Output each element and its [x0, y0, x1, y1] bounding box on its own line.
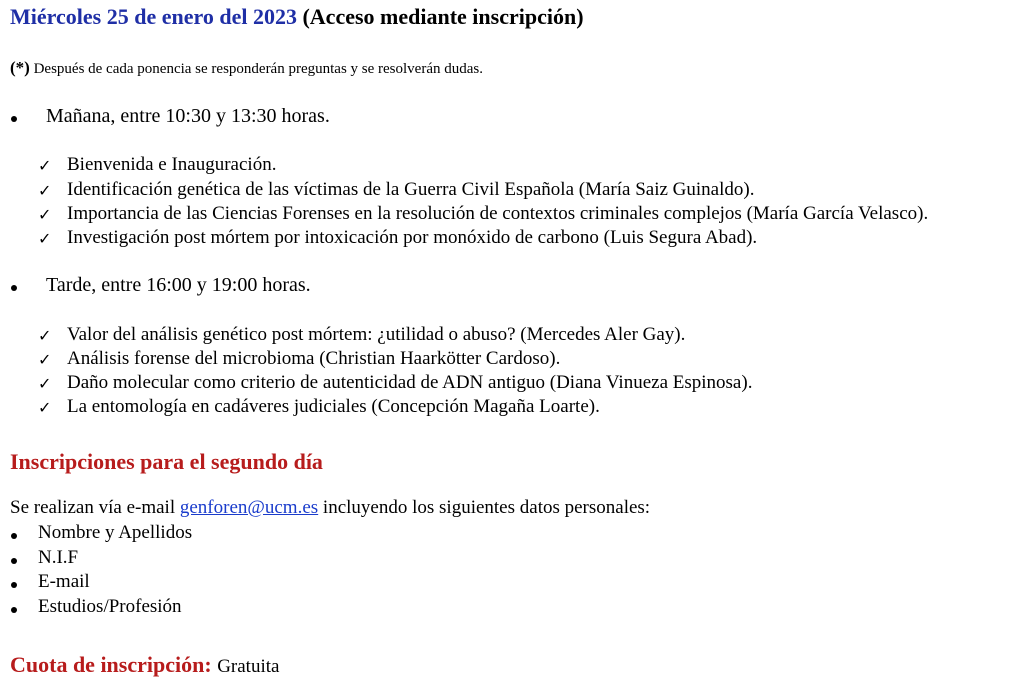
- event-date-heading: [10, 4, 584, 30]
- bullet-icon: [11, 116, 17, 122]
- email-link[interactable]: genforen@ucm.es: [179, 497, 319, 518]
- check-icon: ✓: [38, 229, 52, 248]
- event-date: Miércoles 25 de enero del 2023: [10, 4, 297, 29]
- fee-value: Gratuita: [217, 656, 280, 677]
- check-icon: ✓: [38, 326, 52, 345]
- talk-item: Valor del análisis genético post mórtem: ¿utilidad o abuso? (Mercedes Aler Gay).: [67, 324, 686, 345]
- bullet-icon: [11, 558, 17, 564]
- required-field-item: Estudios/Profesión: [38, 596, 182, 617]
- note-marker: (*): [10, 58, 30, 77]
- bullet-icon: [11, 285, 17, 291]
- talk-item: Análisis forense del microbioma (Christian Haarkötter Cardoso).: [67, 348, 561, 369]
- intro-text-after: incluyendo los siguientes datos personales:: [322, 497, 651, 518]
- check-icon: ✓: [38, 205, 52, 224]
- talk-item: Bienvenida e Inauguración.: [67, 154, 277, 175]
- bullet-icon: [11, 607, 17, 613]
- required-field-item: N.I.F: [38, 547, 79, 568]
- bullet-icon: [11, 533, 17, 539]
- check-icon: ✓: [38, 374, 52, 393]
- check-icon: ✓: [38, 156, 52, 175]
- intro-text-before: Se realizan vía e-mail: [10, 497, 176, 518]
- bullet-icon: [11, 582, 17, 588]
- session-morning-label: Mañana, entre 10:30 y 13:30 horas.: [46, 105, 330, 127]
- check-icon: ✓: [38, 181, 52, 200]
- talk-item: Daño molecular como criterio de autenticidad de ADN antiguo (Diana Vinueza Espinosa).: [67, 372, 753, 393]
- registration-heading: Inscripciones para el segundo día: [10, 449, 323, 474]
- qa-note: [10, 58, 483, 78]
- required-field-item: E-mail: [38, 571, 90, 592]
- fee-label: Cuota de inscripción:: [10, 652, 212, 677]
- registration-intro: [10, 497, 650, 519]
- talk-item: Identificación genética de las víctimas de la Guerra Civil Española (María Saiz Guinaldo).: [67, 179, 755, 200]
- session-afternoon-label: Tarde, entre 16:00 y 19:00 horas.: [46, 274, 311, 296]
- registration-fee: [10, 652, 279, 678]
- check-icon: ✓: [38, 398, 52, 417]
- talk-item: Investigación post mórtem por intoxicación por monóxido de carbono (Luis Segura Abad).: [67, 227, 758, 248]
- check-icon: ✓: [38, 350, 52, 369]
- note-text: Después de cada ponencia se responderán preguntas y se resolverán dudas.: [33, 61, 483, 77]
- talk-item: La entomología en cadáveres judiciales (Concepción Magaña Loarte).: [67, 396, 600, 417]
- talk-item: Importancia de las Ciencias Forenses en la resolución de contextos criminales complejos (María García Velasco).: [67, 203, 929, 224]
- required-field-item: Nombre y Apellidos: [38, 522, 193, 543]
- access-note: (Acceso mediante inscripción): [302, 4, 584, 29]
